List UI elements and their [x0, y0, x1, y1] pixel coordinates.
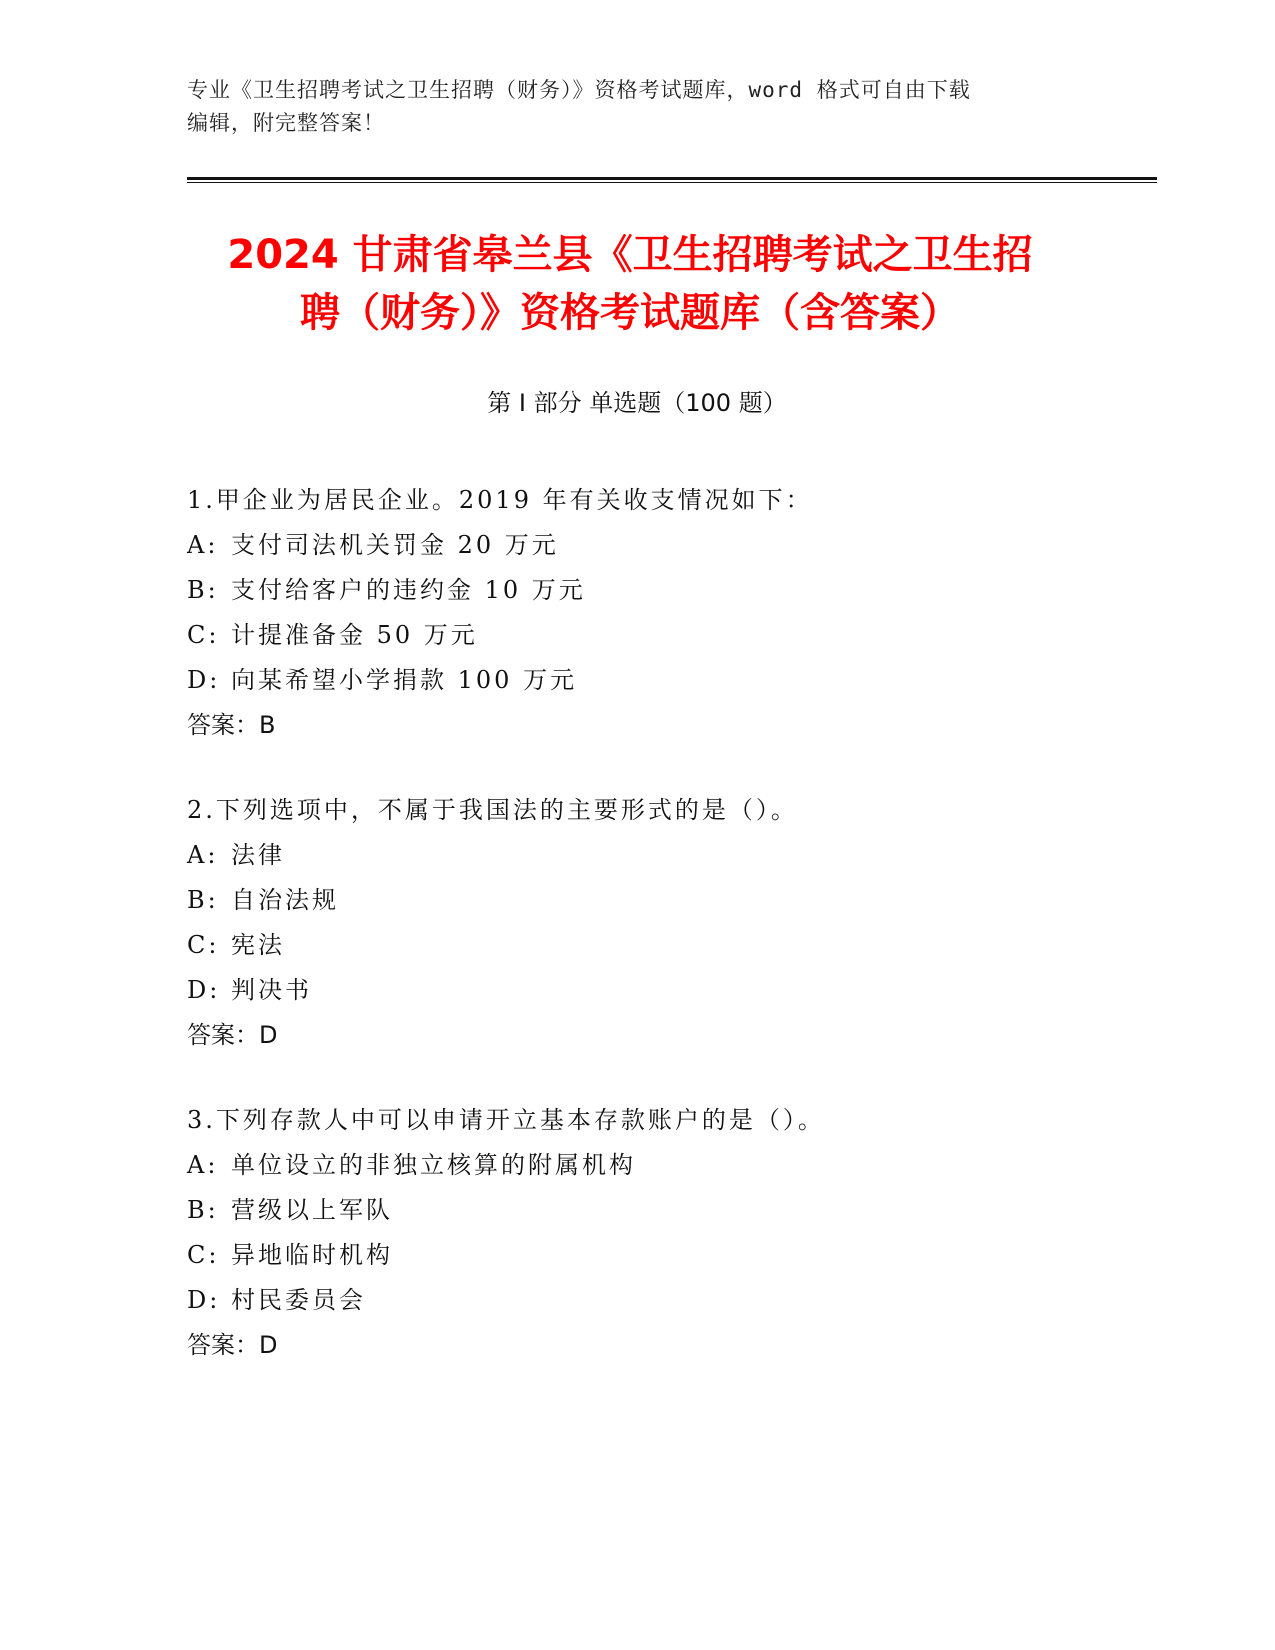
option-text: 支付给客户的违约金 10 万元 [231, 576, 586, 604]
header-note-line-1: 专业《卫生招聘考试之卫生招聘（财务）》资格考试题库，word 格式可自由下载 [187, 78, 971, 102]
option-text: 村民委员会 [231, 1286, 366, 1314]
option-key: C: [187, 1241, 220, 1269]
answer-line [187, 1323, 1137, 1368]
section-title: 第 I 部分 单选题（100 题） [487, 389, 787, 417]
option-key: A: [187, 531, 219, 559]
option-key: B: [187, 1196, 219, 1224]
option-text: 单位设立的非独立核算的附属机构 [231, 1151, 636, 1179]
question-2 [187, 788, 1137, 1058]
option-text: 支付司法机关罚金 20 万元 [231, 531, 559, 559]
option-a [187, 1143, 1137, 1188]
option-c [187, 923, 1137, 968]
document-header-note [187, 74, 1087, 140]
document-title-line-1: 2024 甘肃省皋兰县《卫生招聘考试之卫生招 [227, 232, 1033, 278]
question-1 [187, 478, 1137, 748]
option-a [187, 523, 1137, 568]
option-key: C: [187, 621, 220, 649]
option-key: D: [187, 666, 221, 694]
option-c [187, 613, 1137, 658]
option-key: B: [187, 886, 219, 914]
option-d [187, 658, 1137, 703]
answer-value: D [259, 1331, 278, 1359]
option-text: 营级以上军队 [231, 1196, 393, 1224]
question-stem: 2.下列选项中，不属于我国法的主要形式的是（）。 [187, 796, 798, 824]
answer-value: B [259, 711, 276, 739]
option-key: B: [187, 576, 219, 604]
document-title-line-2: 聘（财务）》资格考试题库（含答案） [300, 290, 960, 336]
answer-line [187, 703, 1137, 748]
option-d [187, 968, 1137, 1013]
option-a [187, 833, 1137, 878]
option-text: 异地临时机构 [231, 1241, 393, 1269]
option-b [187, 1188, 1137, 1233]
option-key: A: [187, 841, 219, 869]
option-text: 判决书 [231, 976, 312, 1004]
question-3 [187, 1098, 1137, 1368]
header-divider-thick [187, 177, 1157, 180]
option-key: A: [187, 1151, 219, 1179]
option-text: 向某希望小学捐款 100 万元 [231, 666, 578, 694]
question-list [187, 478, 1137, 1408]
question-stem: 1.甲企业为居民企业。2019 年有关收支情况如下： [187, 486, 813, 514]
option-key: C: [187, 931, 220, 959]
answer-label: 答案： [187, 711, 259, 739]
option-key: D: [187, 1286, 221, 1314]
option-b [187, 568, 1137, 613]
option-text: 法律 [231, 841, 285, 869]
option-text: 宪法 [231, 931, 285, 959]
option-key: D: [187, 976, 221, 1004]
option-d [187, 1278, 1137, 1323]
option-b [187, 878, 1137, 923]
option-c [187, 1233, 1137, 1278]
answer-value: D [259, 1021, 278, 1049]
document-title [180, 226, 1080, 342]
answer-label: 答案： [187, 1021, 259, 1049]
header-divider-thin [187, 182, 1157, 183]
option-text: 自治法规 [231, 886, 339, 914]
question-stem: 3.下列存款人中可以申请开立基本存款账户的是（）。 [187, 1106, 825, 1134]
answer-label: 答案： [187, 1331, 259, 1359]
answer-line [187, 1013, 1137, 1058]
option-text: 计提准备金 50 万元 [231, 621, 478, 649]
header-note-line-2: 编辑，附完整答案！ [187, 111, 385, 135]
